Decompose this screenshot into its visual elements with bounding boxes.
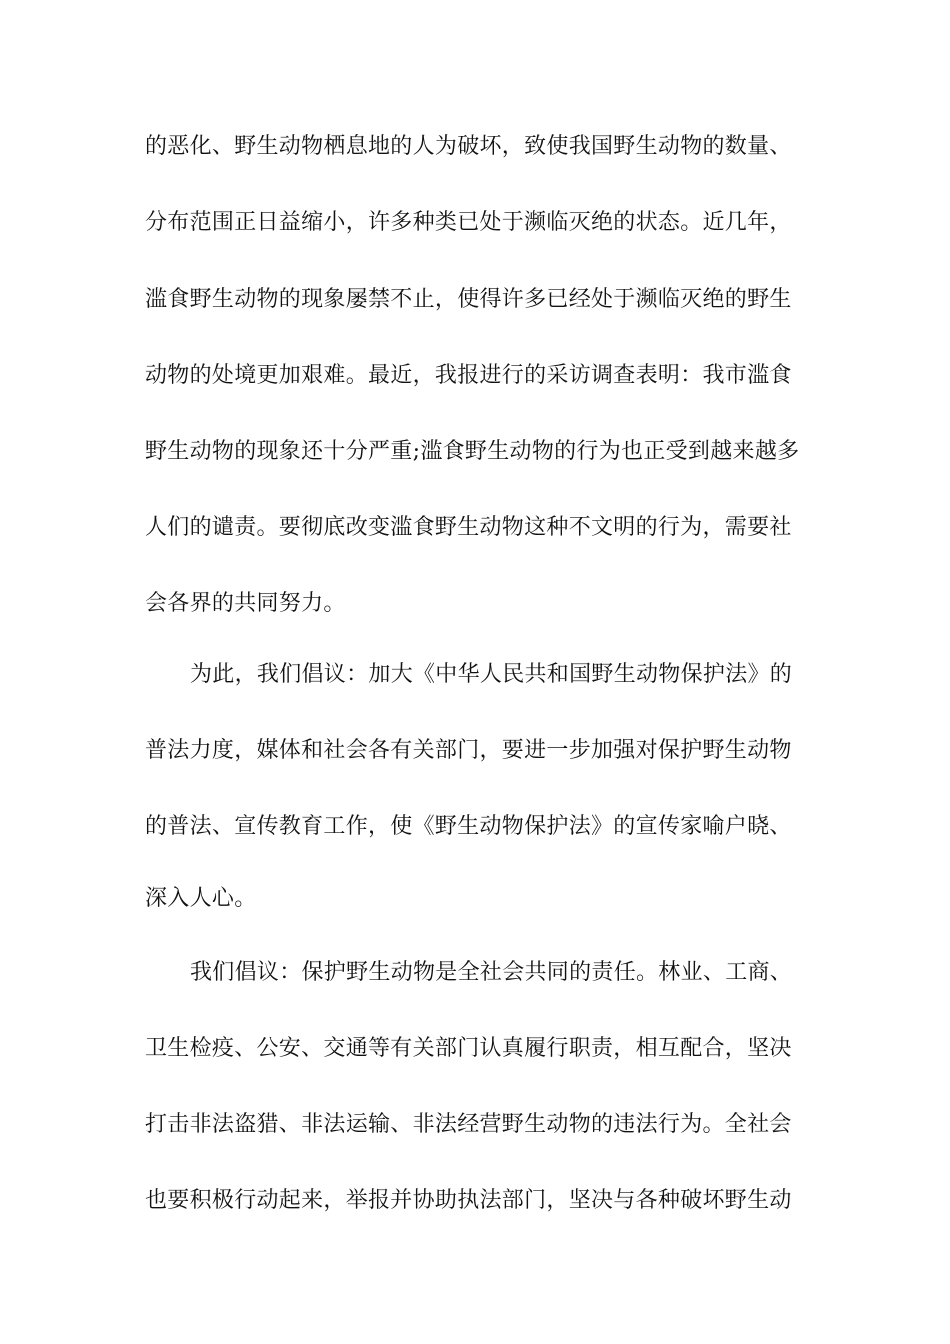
text-line: 动物的处境更加艰难。最近，我报进行的采访调查表明：我市滥食 [145, 363, 792, 388]
text-line: 卫生检疫、公安、交通等有关部门认真履行职责，相互配合，坚决 [145, 1036, 792, 1061]
text-line: 深入人心。 [145, 886, 257, 911]
text-line: 野生动物的现象还十分严重;滥食野生动物的行为也正受到越来越多 [145, 439, 800, 464]
text-line: 的恶化、野生动物栖息地的人为破坏，致使我国野生动物的数量、 [145, 134, 792, 159]
text-line: 滥食野生动物的现象屡禁不止，使得许多已经处于濒临灭绝的野生 [145, 287, 792, 312]
text-line: 也要积极行动起来，举报并协助执法部门，坚决与各种破坏野生动 [145, 1188, 792, 1213]
text-line: 打击非法盗猎、非法运输、非法经营野生动物的违法行为。全社会 [145, 1112, 792, 1137]
text-line: 会各界的共同努力。 [145, 591, 346, 616]
text-line: 分布范围正日益缩小，许多种类已处于濒临灭绝的状态。近几年， [145, 210, 792, 235]
text-line: 普法力度，媒体和社会各有关部门，要进一步加强对保护野生动物 [145, 738, 792, 763]
text-line: 的普法、宣传教育工作，使《野生动物保护法》的宣传家喻户晓、 [145, 814, 792, 839]
paragraph-first-line: 为此，我们倡议：加大《中华人民共和国野生动物保护法》的 [190, 662, 793, 687]
paragraph-first-line: 我们倡议：保护野生动物是全社会共同的责任。林业、工商、 [190, 960, 793, 985]
text-line: 人们的谴责。要彻底改变滥食野生动物这种不文明的行为，需要社 [145, 515, 792, 540]
